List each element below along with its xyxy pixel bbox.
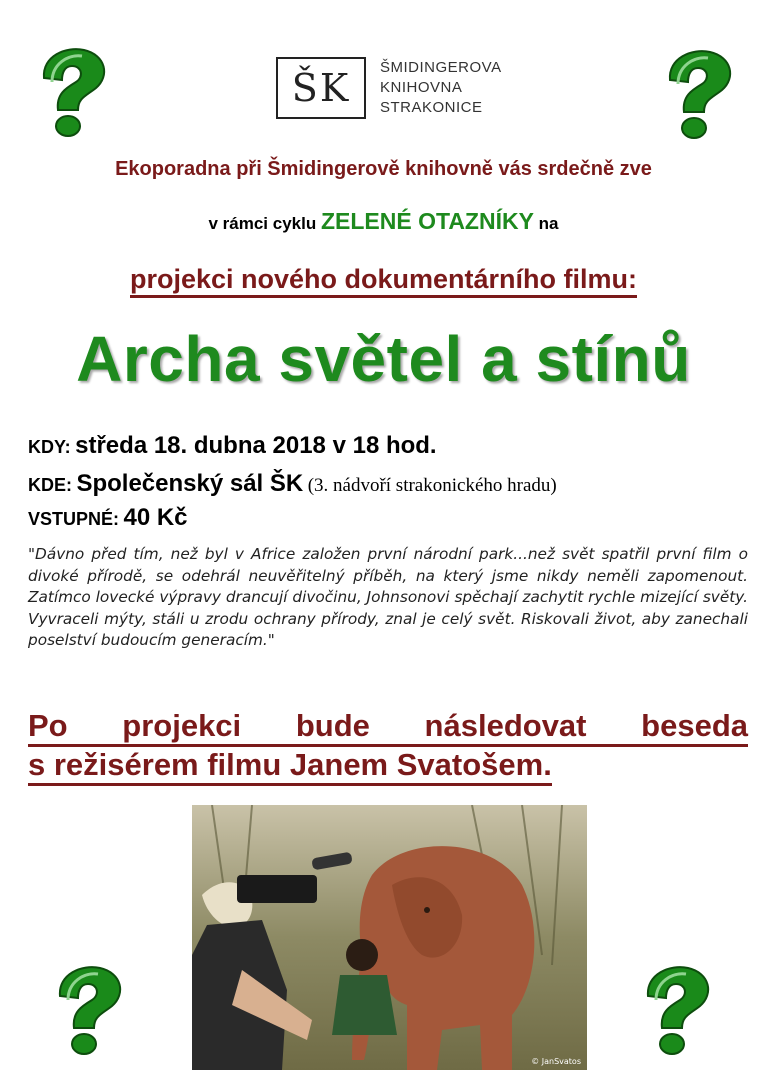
when-row [28, 432, 437, 460]
logo-line: KNIHOVNA [380, 79, 463, 96]
film-photo [192, 805, 587, 1070]
logo-text [380, 58, 502, 118]
library-logo [276, 56, 502, 120]
book-icon [298, 111, 344, 119]
film-description: "Dávno před tím, než byl v Africe založen první národní park...než svět spatřil první film o divoké přírodě, se odehrál neuvěřitelný příběh, na který jsme nikdy neměli zapomenout. Zatímco lovecké výpravy drancují divočinu, Johnsonovi spěchají zachytit rychle mizející světy. Vyvraceli mýty, stáli u zrodu ochrany přírody, znal je celý svět. Riskovali život, aby zanechali poselství budoucím generacím." [28, 545, 748, 649]
fee-row [28, 504, 188, 532]
logo-line: ŠMIDINGEROVA [380, 59, 502, 76]
where-label: KDE: [28, 475, 72, 495]
cycle-line [0, 208, 767, 235]
question-mark-icon [648, 44, 748, 144]
discussion-line-2: s režisérem filmu Janem Svatošem. [28, 747, 552, 786]
when-value: středa 18. dubna 2018 v 18 hod. [75, 432, 437, 459]
cycle-name: ZELENÉ OTAZNÍKY [320, 208, 534, 234]
projection-heading [0, 264, 767, 295]
where-value: Společenský sál ŠK [76, 470, 304, 497]
fee-label: VSTUPNÉ: [28, 509, 120, 529]
when-label: KDY: [28, 437, 71, 457]
fee-value: 40 Kč [123, 504, 188, 531]
discussion-line-1: Po projekci bude následovat beseda [28, 708, 748, 747]
film-title: Archa světel a stínů [76, 323, 691, 395]
question-mark-icon [38, 960, 138, 1060]
logo-line: STRAKONICE [380, 99, 483, 116]
where-row [28, 470, 557, 498]
cycle-prefix: v rámci cyklu [208, 214, 317, 233]
invitation-line: Ekoporadna při Šmidingerově knihovně vás srdečně zve [115, 158, 652, 180]
logo-mark [276, 57, 366, 119]
photo-credit: © JanSvatos [531, 1057, 581, 1066]
cycle-suffix: na [538, 214, 559, 233]
logo-mark-text: ŠK [291, 66, 351, 110]
projection-heading-text: projekci nového dokumentárního filmu: [130, 264, 637, 298]
where-note: (3. nádvoří strakonického hradu) [307, 475, 557, 496]
question-mark-icon [22, 42, 122, 142]
discussion-announcement [28, 708, 748, 786]
question-mark-icon [626, 960, 726, 1060]
